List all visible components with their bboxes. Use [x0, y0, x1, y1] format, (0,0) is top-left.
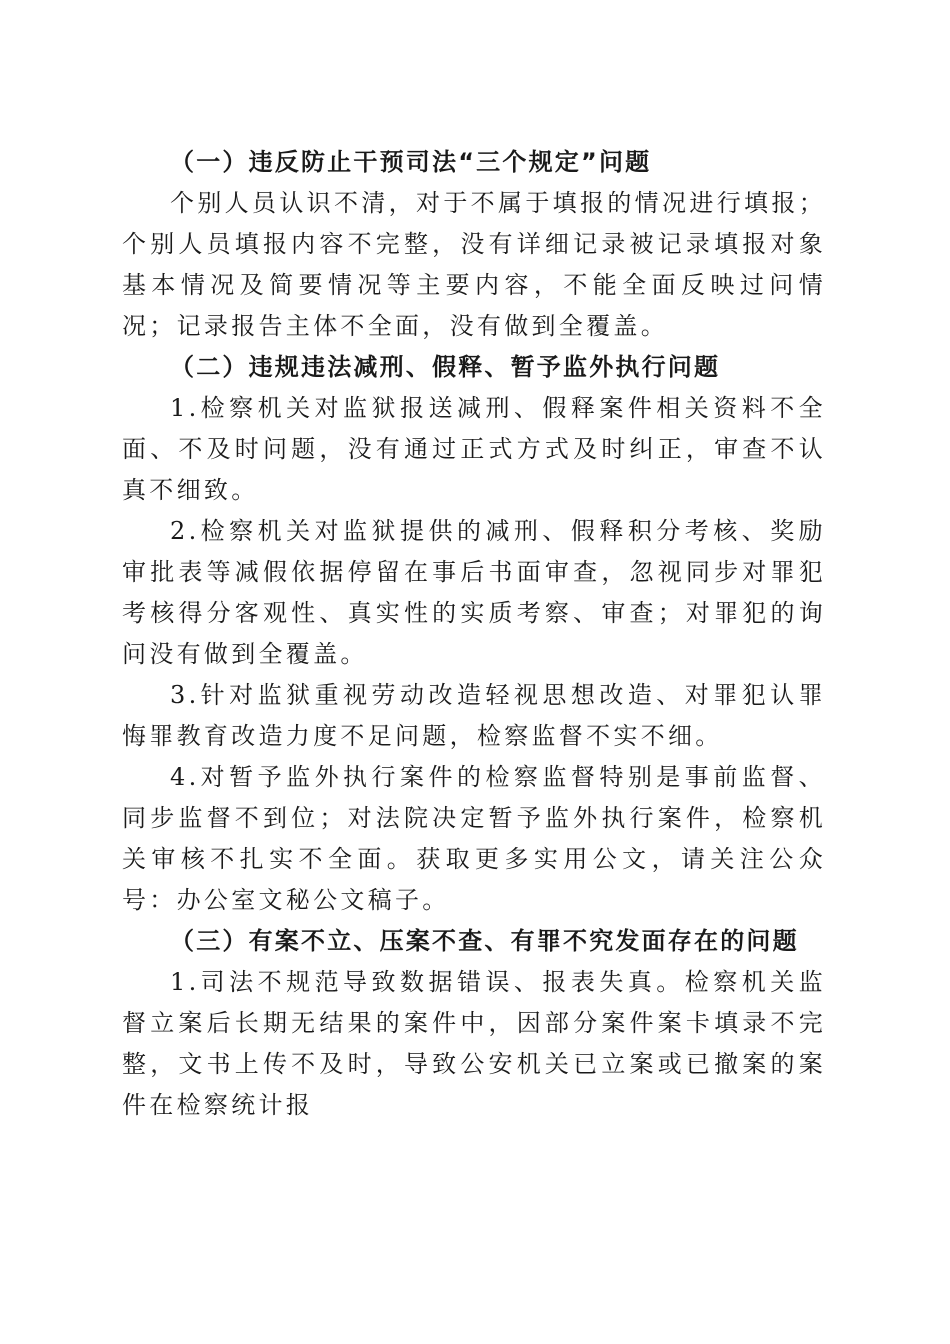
- body-paragraph-item-3: 3.针对监狱重视劳动改造轻视思想改造、对罪犯认罪悔罪教育改造力度不足问题，检察监督不实不细。: [122, 681, 826, 750]
- body-paragraph-item-1: 1.司法不规范导致数据错误、报表失真。检察机关监督立案后长期无结果的案件中，因部分案件案卡填录不完整，文书上传不及时，导致公安机关已立案或已撤案的案件在检察统计报: [122, 968, 826, 1119]
- body-paragraph: 个别人员认识不清，对于不属于填报的情况进行填报；个别人员填报内容不完整，没有详细记录被记录填报对象基本情况及简要情况等主要内容，不能全面反映过问情况；记录报告主体不全面，没有做到全覆盖。: [122, 189, 826, 340]
- section-heading-3: （三）有案不立、压案不查、有罪不究发面存在的问题: [170, 927, 799, 955]
- body-paragraph-item-4: 4.对暂予监外执行案件的检察监督特别是事前监督、同步监督不到位；对法院决定暂予监外执行案件，检察机关审核不扎实不全面。获取更多实用公文，请关注公众号：办公室文秘公文稿子。: [122, 763, 826, 914]
- body-paragraph-item-1: 1.检察机关对监狱报送减刑、假释案件相关资料不全面、不及时问题，没有通过正式方式及时纠正，审查不认真不细致。: [122, 394, 826, 504]
- section-heading-1: （一）违反防止干预司法“三个规定”问题: [170, 148, 652, 176]
- body-paragraph-item-2: 2.检察机关对监狱提供的减刑、假释积分考核、奖励审批表等减假依据停留在事后书面审查，忽视同步对罪犯考核得分客观性、真实性的实质考察、审查；对罪犯的询问没有做到全覆盖。: [122, 517, 826, 668]
- section-heading-2: （二）违规违法减刑、假释、暂予监外执行问题: [170, 353, 721, 381]
- document-body: [122, 142, 826, 1126]
